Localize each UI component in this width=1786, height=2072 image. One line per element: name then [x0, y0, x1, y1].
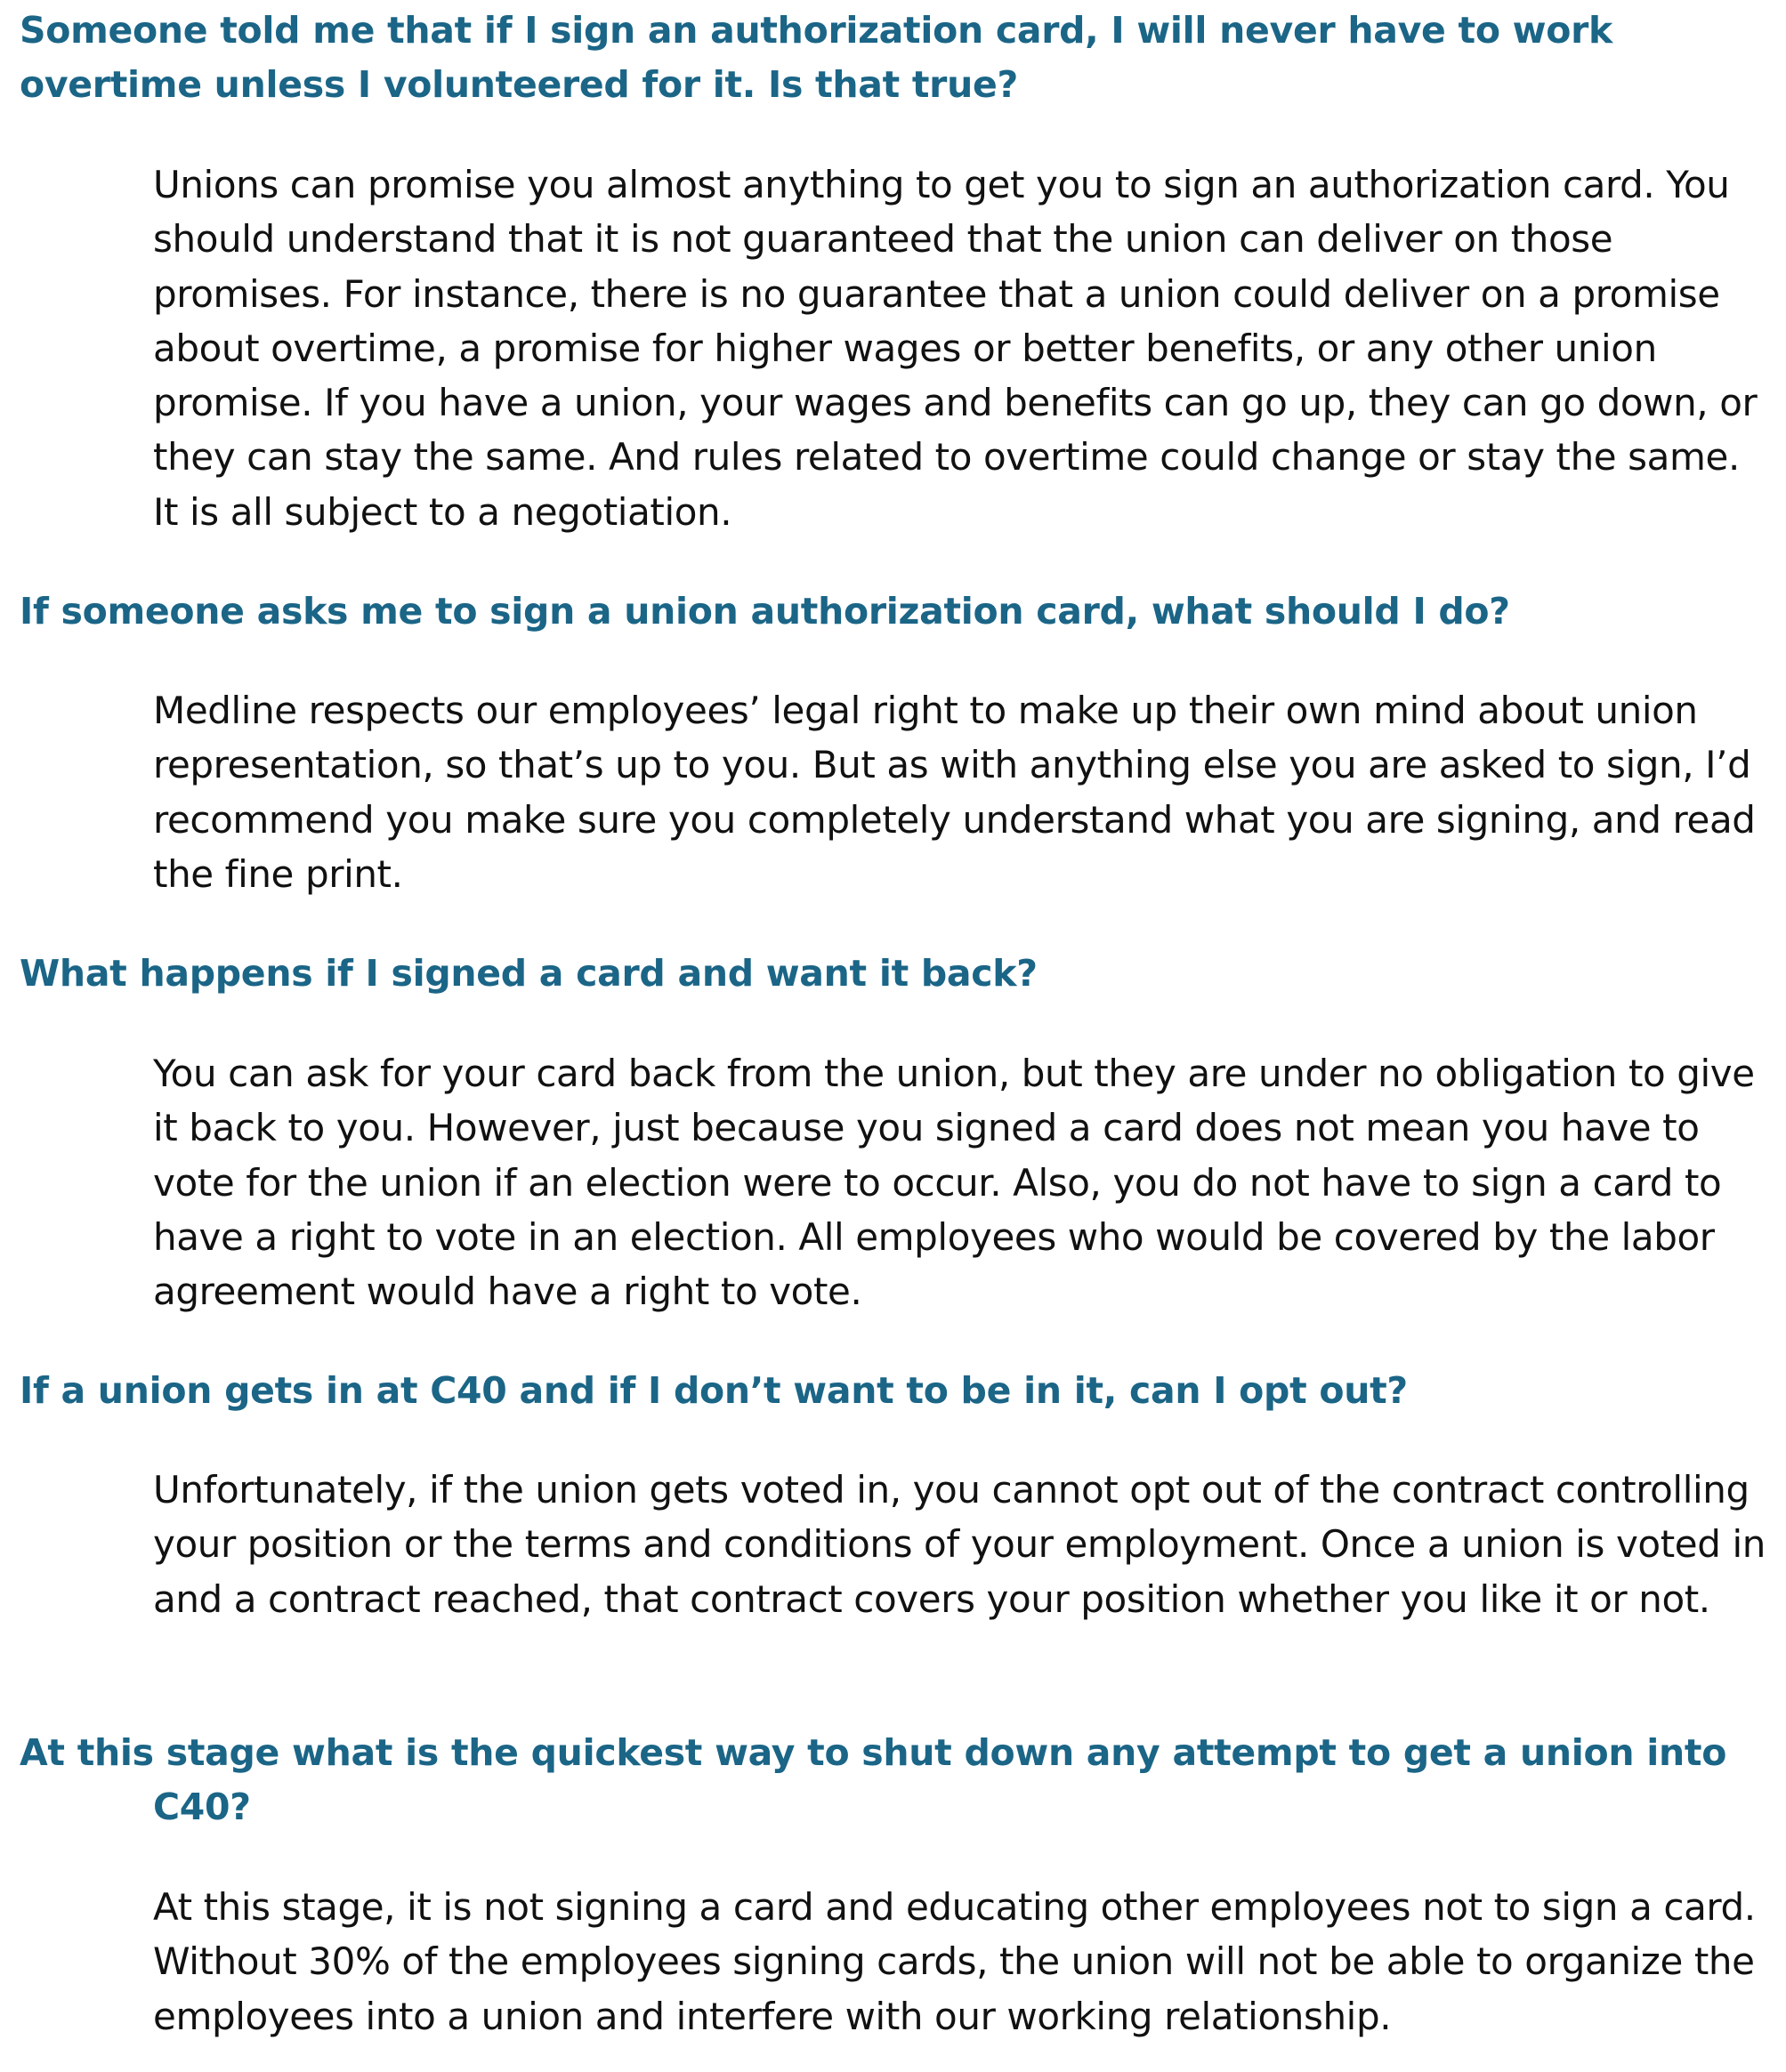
faq-question-4: If a union gets in at C40 and if I don’t want to be in it, can I opt out? [20, 1369, 1408, 1412]
faq-answer-5: At this stage, it is not signing a card and educating other employees not to sign a card. Without 30% of the employees signing cards, the union will not be able to organize the employees into a union and interfere with our working relationship. [153, 1885, 1756, 2038]
faq-question-2: If someone asks me to sign a union authorization card, what should I do? [20, 590, 1510, 633]
faq-answer-2: Medline respects our employees’ legal right to make up their own mind about union representation, so that’s up to you. But as with anything else you are asked to sign, I’d recommend you make sure you completely understand what you are signing, and read the fine print. [153, 689, 1756, 896]
faq-answer-4: Unfortunately, if the union gets voted in, you cannot opt out of the contract controlling your position or the terms and conditions of your employment. Once a union is voted in and a contract reached, that contract covers your position whether you like it or not. [153, 1468, 1766, 1621]
faq-question-5: At this stage what is the quickest way to shut down any attempt to get a union into C40? [20, 1731, 1727, 1828]
faq-question-3: What happens if I signed a card and want it back? [20, 952, 1038, 995]
faq-question-1: Someone told me that if I sign an authorization card, I will never have to work overtime unless I volunteered for it. Is that true? [20, 9, 1613, 106]
faq-answer-3: You can ask for your card back from the union, but they are under no obligation to give it back to you. However, just because you signed a card does not mean you have to vote for the union if an election were to occur. Also, you do not have to sign a card to have a right to vote in an election. All employees who would be covered by the labor agreement would have a right to vote. [153, 1052, 1755, 1314]
faq-answer-1: Unions can promise you almost anything to get you to sign an authorization card. You should understand that it is not guaranteed that the union can deliver on those promises. For instance, there is no guarantee that a union could deliver on a promise about overtime, a promise for higher wages or better benefits, or any other union promise. If you have a union, your wages and benefits can go up, they can go down, or they can stay the same. And rules related to overtime could change or stay the same. It is all subject to a negotiation. [153, 163, 1758, 534]
